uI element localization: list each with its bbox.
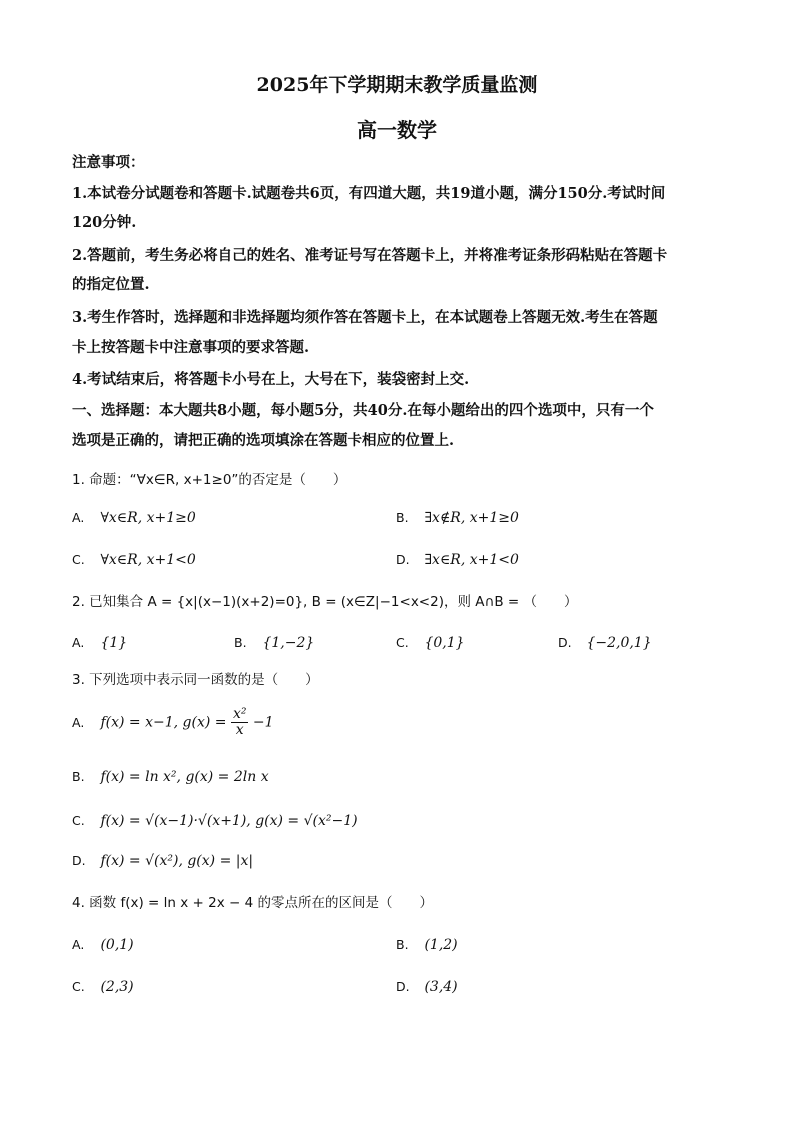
option-label: D. bbox=[396, 552, 410, 567]
question-1-option-d bbox=[396, 550, 519, 570]
option-label: A. bbox=[72, 510, 85, 525]
note-line: 2.答题前，考生务必将自己的姓名、准考证号写在答题卡上，并将准考证条形码粘贴在答题卡 bbox=[72, 247, 668, 264]
fraction-numerator: x² bbox=[232, 706, 247, 722]
option-label: A. bbox=[72, 714, 85, 730]
note-line: 的指定位置. bbox=[72, 276, 150, 293]
question-1-stem: 1. 命题：“∀x∈R, x+1≥0”的否定是（ ） bbox=[72, 472, 347, 488]
option-text: (1,2) bbox=[424, 937, 458, 953]
option-label: C. bbox=[72, 979, 85, 994]
section-heading: 一、选择题：本大题共8小题，每小题5分，共40分.在每小题给出的四个选项中，只有一个 bbox=[72, 402, 654, 419]
option-text: f(x) = √(x−1)·√(x+1), g(x) = √(x²−1) bbox=[100, 813, 358, 829]
question-3-option-b bbox=[72, 767, 269, 787]
option-label: D. bbox=[72, 853, 86, 868]
question-3-option-c bbox=[72, 811, 358, 831]
option-label: A. bbox=[72, 635, 85, 650]
page-title: 2025年下学期期末教学质量监测 bbox=[256, 74, 538, 96]
question-2-option-d bbox=[558, 633, 652, 653]
option-text: ∀x∈R, x+1≥0 bbox=[100, 510, 196, 526]
option-text: (0,1) bbox=[100, 937, 134, 953]
option-text: −1 bbox=[252, 714, 274, 731]
question-1-option-a bbox=[72, 508, 196, 528]
note-line: 4.考试结束后，将答题卡小号在上，大号在下，装袋密封上交. bbox=[72, 371, 470, 388]
option-text: ∃x∉R, x+1≥0 bbox=[424, 510, 519, 526]
section-heading: 选项是正确的，请把正确的选项填涂在答题卡相应的位置上. bbox=[72, 432, 455, 449]
option-label: C. bbox=[72, 552, 85, 567]
option-label: B. bbox=[234, 635, 247, 650]
note-line: 120分钟. bbox=[72, 214, 137, 231]
option-text: f(x) = x−1, g(x) = bbox=[100, 714, 231, 731]
option-text: ∃x∈R, x+1<0 bbox=[424, 552, 519, 568]
question-1-option-c bbox=[72, 550, 196, 570]
option-text: {1,−2} bbox=[262, 635, 315, 651]
fraction-denominator: x bbox=[235, 722, 244, 738]
option-text: {0,1} bbox=[424, 635, 465, 651]
page-subtitle: 高一数学 bbox=[357, 118, 437, 142]
question-4-stem: 4. 函数 f(x) = ln x + 2x − 4 的零点所在的区间是（ ） bbox=[72, 895, 433, 911]
question-4-option-a bbox=[72, 935, 134, 955]
question-3-stem: 3. 下列选项中表示同一函数的是（ ） bbox=[72, 672, 319, 688]
option-label: C. bbox=[396, 635, 409, 650]
question-2-option-b bbox=[234, 633, 314, 653]
option-label: A. bbox=[72, 937, 85, 952]
question-2-stem: 2. 已知集合 A = {x|(x−1)(x+2)=0}, B = (x∈Z|−1<x<2)，则 A∩B = （ ） bbox=[72, 594, 578, 610]
question-4-option-d bbox=[396, 977, 458, 997]
option-text: {−2,0,1} bbox=[586, 635, 652, 651]
option-text: (3,4) bbox=[424, 979, 458, 995]
option-label: B. bbox=[72, 769, 85, 784]
question-3-option-a bbox=[72, 707, 274, 738]
option-text: f(x) = ln x², g(x) = 2ln x bbox=[100, 769, 269, 785]
notice-heading: 注意事项： bbox=[72, 154, 145, 171]
option-text: (2,3) bbox=[100, 979, 134, 995]
question-1-option-b bbox=[396, 508, 519, 528]
option-text: f(x) = √(x²), g(x) = |x| bbox=[100, 853, 254, 869]
question-4-option-b bbox=[396, 935, 458, 955]
question-2-option-a bbox=[72, 633, 127, 653]
option-label: B. bbox=[396, 937, 409, 952]
option-text: ∀x∈R, x+1<0 bbox=[100, 552, 196, 568]
option-text: {1} bbox=[100, 635, 128, 651]
note-line: 卡上按答题卡中注意事项的要求答题. bbox=[72, 339, 310, 356]
fraction bbox=[231, 707, 249, 738]
note-line: 1.本试卷分试题卷和答题卡.试题卷共6页，有四道大题，共19道小题，满分150分.考试时间 bbox=[72, 185, 666, 202]
question-3-option-d bbox=[72, 851, 253, 871]
note-line: 3.考生作答时，选择题和非选择题均须作答在答题卡上，在本试题卷上答题无效.考生在答题 bbox=[72, 309, 658, 326]
option-label: C. bbox=[72, 813, 85, 828]
option-label: B. bbox=[396, 510, 409, 525]
question-2-option-c bbox=[396, 633, 465, 653]
option-label: D. bbox=[558, 635, 572, 650]
question-4-option-c bbox=[72, 977, 134, 997]
option-label: D. bbox=[396, 979, 410, 994]
